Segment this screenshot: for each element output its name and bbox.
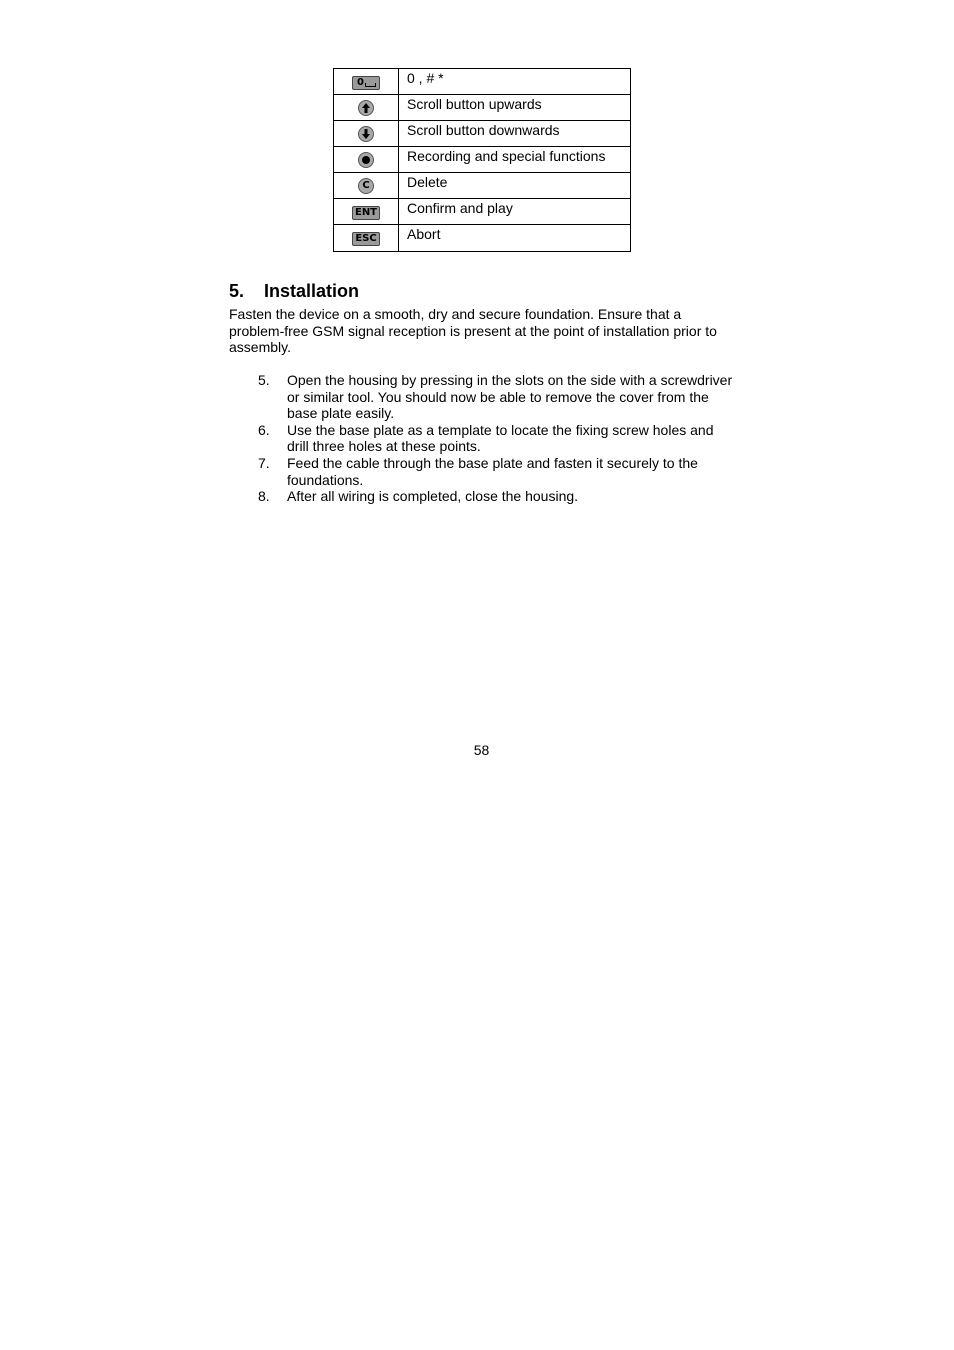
clear-key-icon bbox=[358, 178, 374, 194]
key-description: Delete bbox=[399, 173, 631, 199]
key-icon-cell bbox=[334, 69, 399, 95]
key-label: ESC bbox=[355, 233, 377, 245]
table-row bbox=[334, 225, 631, 252]
table-row bbox=[334, 69, 631, 95]
list-item bbox=[229, 372, 739, 422]
section-intro: Fasten the device on a smooth, dry and secure foundation. Ensure that a problem-free GSM signal reception is present at the point of installation prior to assembly. bbox=[229, 306, 717, 356]
installation-steps bbox=[229, 372, 739, 505]
key-description: Recording and special functions bbox=[399, 147, 631, 173]
escape-key-icon bbox=[352, 232, 380, 246]
key-description: Scroll button upwards bbox=[399, 95, 631, 121]
key-function-table bbox=[333, 68, 631, 252]
table-row bbox=[334, 95, 631, 121]
key-label: ENT bbox=[354, 206, 378, 218]
table-row bbox=[334, 147, 631, 173]
list-item bbox=[229, 422, 739, 455]
step-number: 8. bbox=[258, 488, 270, 505]
step-text: Feed the cable through the base plate and fasten it securely to the foundations. bbox=[287, 454, 698, 488]
key-icon-cell bbox=[334, 199, 399, 225]
section-heading bbox=[229, 280, 359, 302]
enter-key-icon bbox=[352, 206, 380, 220]
section-title: Installation bbox=[264, 281, 360, 301]
zero-space-key-icon bbox=[352, 76, 380, 90]
step-number: 7. bbox=[258, 454, 270, 471]
key-icon-cell bbox=[334, 225, 399, 252]
list-item bbox=[229, 488, 739, 505]
record-key-icon bbox=[358, 152, 374, 168]
key-description: Confirm and play bbox=[399, 199, 631, 225]
section-number: 5. bbox=[229, 281, 245, 301]
table-row bbox=[334, 199, 631, 225]
page-number: 58 bbox=[473, 742, 490, 758]
scroll-down-key-icon bbox=[358, 126, 374, 142]
scroll-up-key-icon bbox=[358, 100, 374, 116]
step-text: Open the housing by pressing in the slots on the side with a screwdriver or similar tool. You should now be able to remove the cover from the base plate easily. bbox=[287, 372, 733, 422]
key-icon-cell bbox=[334, 147, 399, 173]
step-number: 6. bbox=[258, 421, 270, 438]
list-item bbox=[229, 455, 739, 488]
key-icon-cell bbox=[334, 173, 399, 199]
key-description: 0 , # * bbox=[399, 69, 631, 95]
key-label: 0 bbox=[357, 76, 364, 88]
table-row bbox=[334, 173, 631, 199]
key-description: Abort bbox=[399, 225, 631, 252]
key-icon-cell bbox=[334, 95, 399, 121]
step-number: 5. bbox=[258, 372, 270, 388]
table-row bbox=[334, 121, 631, 147]
step-text: Use the base plate as a template to locate the fixing screw holes and drill three holes at these points. bbox=[287, 421, 714, 455]
step-text: After all wiring is completed, close the housing. bbox=[287, 488, 579, 505]
key-label: C bbox=[362, 180, 370, 192]
key-description: Scroll button downwards bbox=[399, 121, 631, 147]
key-icon-cell bbox=[334, 121, 399, 147]
